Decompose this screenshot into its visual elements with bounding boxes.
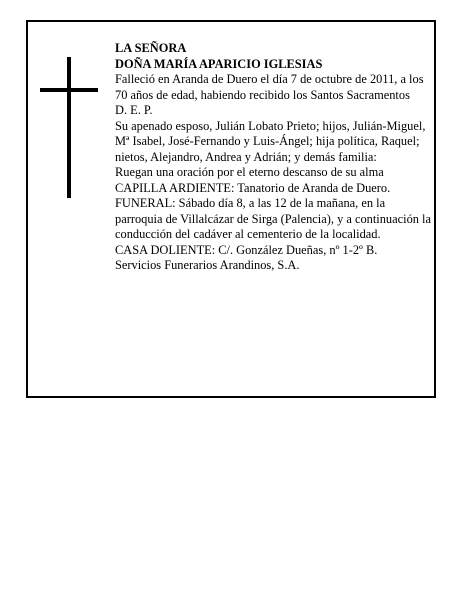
prayer-request: Ruegan una oración por el eterno descanso de su alma	[115, 165, 384, 179]
funeral-info: FUNERAL: Sábado día 8, a las 12 de la mañana, en la parroquia de Villalcázar de Sirga (Palencia), y a continuación la conducción del cadáver al cementerio de la localidad.	[115, 196, 432, 241]
notice-title: LA SEÑORA	[115, 41, 187, 55]
death-details: Falleció en Aranda de Duero el día 7 de octubre de 2011, a los 70 años de edad, habiendo recibido los Santos Sacramentos	[115, 72, 424, 102]
obituary-notice	[26, 20, 436, 398]
notice-text	[115, 41, 435, 274]
cross-horizontal-bar	[40, 88, 98, 92]
cross-vertical-bar	[67, 57, 71, 198]
family-list: Su apenado esposo, Julián Lobato Prieto; hijos, Julián-Miguel, Mª Isabel, José-Fernando y Luis-Ángel; hija política, Raquel; nietos, Alejandro, Andrea y Adrián; y demás familia:	[115, 118, 426, 164]
dep-line: D. E. P.	[115, 103, 153, 117]
cross-icon	[40, 57, 98, 198]
chapel-info: CAPILLA ARDIENTE: Tanatorio de Aranda de Duero.	[115, 180, 391, 195]
funeral-services: Servicios Funerarios Arandinos, S.A.	[115, 258, 300, 272]
mourning-house: CASA DOLIENTE: C/. González Dueñas, nº 1-2º B.	[115, 242, 378, 257]
deceased-name: DOÑA MARÍA APARICIO IGLESIAS	[115, 56, 323, 71]
